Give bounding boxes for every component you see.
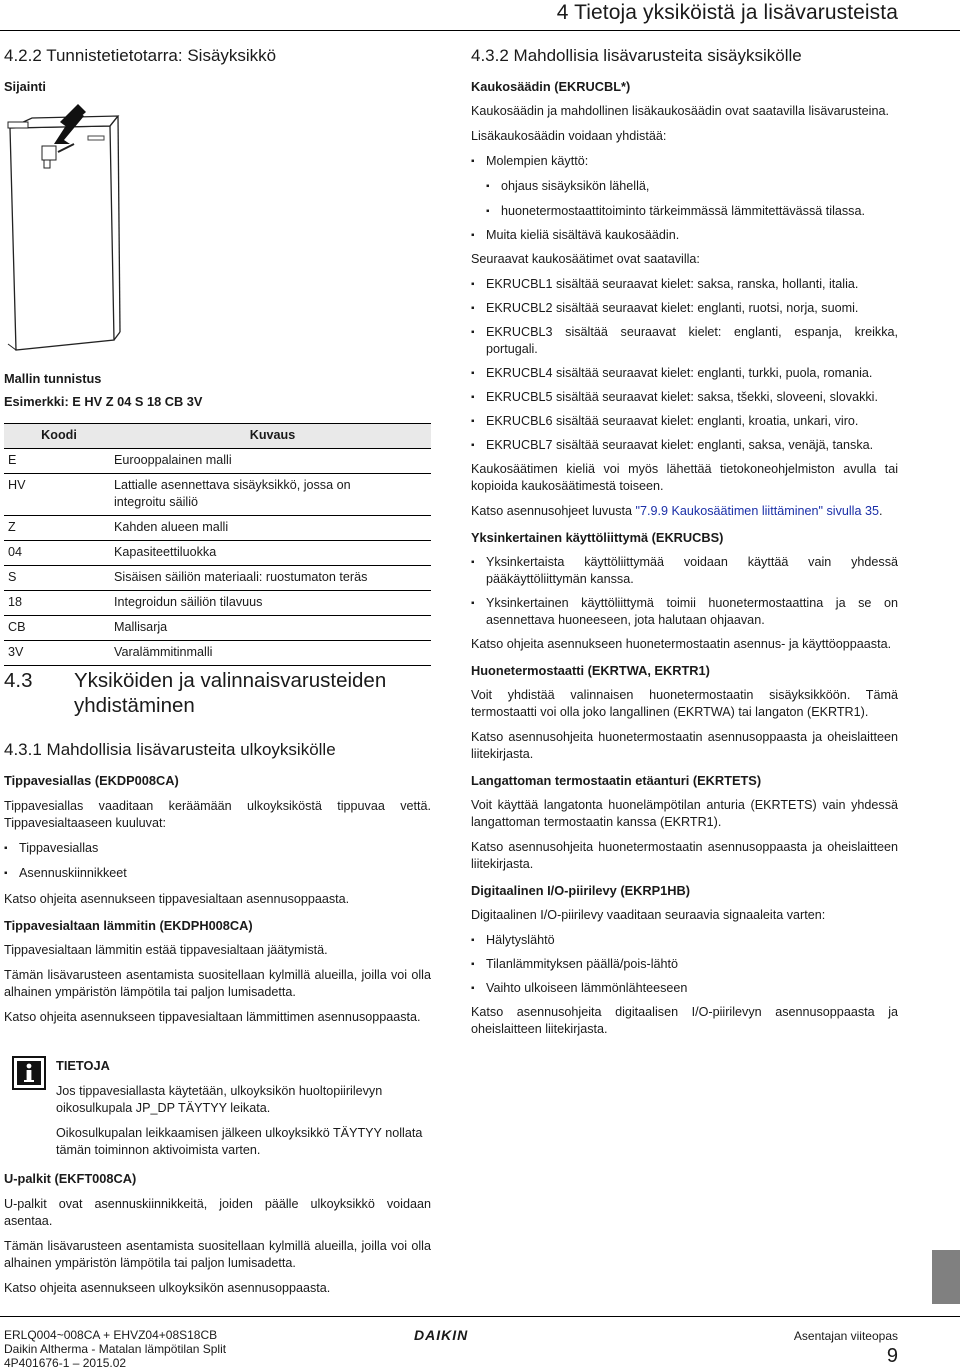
footer-right — [793, 1329, 898, 1367]
list-item: ▪ EKRUCBL6 sisältää seuraavat kielet: englanti, kroatia, unkari, viro. — [471, 413, 898, 430]
table-row — [4, 566, 431, 591]
thermostat-heading: Huonetermostaatti (EKRTWA, EKRTR1) — [471, 663, 710, 678]
drip-heater-text-3: Katso ohjeita asennukseen tippavesialtaan lämmittimen asennusoppaasta. — [4, 1010, 421, 1024]
right-column — [471, 46, 898, 1038]
remote-connect-list — [471, 153, 898, 244]
drip-heater-text-1: Tippavesialtaan lämmitin estää tippavesialtaan jäätymistä. — [4, 943, 328, 957]
footer-manual: Asentajan viiteopas — [793, 1329, 898, 1343]
desc-cell: Eurooppalainen malli — [114, 449, 431, 474]
section-4-3-block — [4, 668, 431, 1026]
section-4-3-title: Yksiköiden ja valinnaisvarusteiden yhdistäminen — [74, 669, 387, 717]
indoor-unit-illustration — [2, 100, 122, 358]
table-row — [4, 474, 431, 516]
list-item: ▪ Asennuskiinnikkeet — [4, 865, 431, 882]
remote-text-5 — [471, 503, 898, 520]
u-beams-text-2: Tämän lisävarusteen asentamista suositellaan kylmillä alueilla, joilla voi olla alhainen ympäristön lämpötila tai paljon lumisadetta. — [4, 1239, 431, 1270]
io-pcb-heading: Digitaalinen I/O-piirilevy (EKRP1HB) — [471, 883, 691, 898]
left-column — [4, 40, 436, 95]
simple-ui-text: Katso ohjeita asennukseen huonetermostaatin asennus- ja käyttöoppaasta. — [471, 637, 892, 651]
model-id-table — [4, 423, 431, 666]
list-item: ▪ EKRUCBL7 sisältää seuraavat kielet: englanti, saksa, venäjä, tanska. — [471, 437, 898, 454]
sub-list — [486, 178, 898, 220]
col-header-code: Koodi — [4, 424, 114, 449]
thermostat-text-2: Katso asennusohjeita huonetermostaatin asennusoppaasta ja oheislaitteen liitekirjasta. — [471, 730, 898, 761]
section-link[interactable]: "7.9.9 Kaukosäätimen liittäminen" sivulla 35 — [635, 504, 879, 518]
section-4-3-heading — [4, 668, 431, 718]
list-item-label: Molempien käyttö: — [486, 154, 589, 168]
section-4-3-1-title: 4.3.1 Mahdollisia lisävarusteita ulkoyksikölle — [4, 740, 336, 759]
col-header-desc: Kuvaus — [114, 424, 431, 449]
desc-cell: Kahden alueen malli — [114, 516, 431, 541]
drip-tray-ref: Katso ohjeita asennukseen tippavesialtaan asennusoppaasta. — [4, 892, 350, 906]
io-pcb-text-2: Katso asennusohjeita digitaalisen I/O-piirilevyn asennusoppaasta ja oheislaitteen liitekirjasta. — [471, 1005, 898, 1036]
desc-cell: Mallisarja — [114, 616, 431, 641]
drip-tray-list — [4, 840, 431, 882]
simple-ui-list — [471, 554, 898, 629]
section-4-3-number: 4.3 — [4, 669, 33, 692]
io-pcb-list — [471, 932, 898, 997]
section-4-3-2-title: 4.3.2 Mahdollisia lisävarusteita sisäyksikölle — [471, 46, 802, 65]
info-icon — [12, 1056, 46, 1090]
desc-cell: Lattialle asennettava sisäyksikkö, jossa on integroitu säiliö — [114, 474, 431, 516]
chapter-title: 4 Tietoja yksiköistä ja lisävarusteista — [556, 1, 898, 24]
simple-ui-heading: Yksinkertainen käyttöliittymä (EKRUCBS) — [471, 530, 724, 545]
list-item: ▪ EKRUCBL3 sisältää seuraavat kielet: englanti, espanja, kreikka, portugali. — [471, 324, 898, 358]
desc-cell: Varalämmitinmalli — [114, 641, 431, 666]
list-item: ▪ Yksinkertaista käyttöliittymää voidaan käyttää vain yhdessä pääkäyttöliittymän kanssa. — [471, 554, 898, 588]
footer-left — [4, 1328, 226, 1370]
section-4-2-2-title: 4.2.2 Tunnistetietotarra: Sisäyksikkö — [4, 46, 277, 65]
footer-product: Daikin Altherma - Matalan lämpötilan Split — [4, 1342, 227, 1356]
model-example: Esimerkki: E HV Z 04 S 18 CB 3V — [4, 394, 203, 409]
info-title: TIETOJA — [56, 1058, 110, 1073]
table-row — [4, 449, 431, 474]
drip-tray-heading: Tippavesiallas (EKDP008CA) — [4, 773, 179, 788]
table-row — [4, 591, 431, 616]
table-row — [4, 616, 431, 641]
daikin-logo: DAIKIN — [414, 1327, 469, 1343]
code-cell: CB — [4, 616, 114, 641]
footer-doc-id: 4P401676-1 – 2015.02 — [4, 1356, 127, 1370]
u-beams-text-1: U-palkit ovat asennuskiinnikkeitä, joiden päälle ulkoyksikkö voidaan asentaa. — [4, 1197, 431, 1228]
list-item: ▪ EKRUCBL5 sisältää seuraavat kielet: saksa, tšekki, sloveeni, slovakki. — [471, 389, 898, 406]
footer-rule — [0, 1316, 960, 1317]
code-cell: 18 — [4, 591, 114, 616]
remote-models-list — [471, 276, 898, 454]
desc-cell: Sisäisen säiliön materiaali: ruostumaton teräs — [114, 566, 431, 591]
code-cell: S — [4, 566, 114, 591]
code-cell: 3V — [4, 641, 114, 666]
remote-heading: Kaukosäädin (EKRUCBL*) — [471, 79, 631, 94]
model-id-block — [4, 370, 436, 410]
io-pcb-text-1: Digitaalinen I/O-piirilevy vaaditaan seuraavia signaaleita varten: — [471, 908, 826, 922]
code-cell: Z — [4, 516, 114, 541]
chapter-tab — [932, 1250, 960, 1304]
info-text-1: Jos tippavesiallasta käytetään, ulkoyksikön huoltopiirilevyn oikosulkupala JP_DP TÄYTYY leikata. — [56, 1084, 383, 1115]
remote-text-5-end: . — [879, 504, 883, 518]
remote-sensor-text-2: Katso asennusohjeita huonetermostaatin asennusoppaasta ja oheislaitteen liitekirjasta. — [471, 840, 898, 871]
code-cell: 04 — [4, 541, 114, 566]
table-header-row — [4, 424, 431, 449]
header-rule — [0, 30, 960, 31]
thermostat-text-1: Voit yhdistää valinnaisen huonetermostaatin sisäyksikköön. Tämä termostaatti voi olla joko langallinen (EKRTWA) tai langaton (EKRTR1). — [471, 688, 898, 719]
list-item: ▪ Vaihto ulkoiseen lämmönlähteeseen — [471, 980, 898, 997]
list-item: ▪ Tippavesiallas — [4, 840, 431, 857]
info-text-2: Oikosulkupalan leikkaamisen jälkeen ulkoyksikkö TÄYTYY nollata tämän toiminnon aktivoimista varten. — [56, 1126, 423, 1157]
remote-text-4: Kaukosäätimen kieliä voi myös lähettää tietokoneohjelmiston avulla tai kopioida kaukosäätimestä toiseen. — [471, 462, 898, 493]
list-item: ▪ EKRUCBL1 sisältää seuraavat kielet: saksa, ranska, hollanti, italia. — [471, 276, 898, 293]
remote-text-5-lead: Katso asennusohjeet luvusta — [471, 504, 636, 518]
page-number: 9 — [886, 1345, 898, 1367]
u-beams-heading: U-palkit (EKFT008CA) — [4, 1171, 137, 1186]
sub-list-item: ▪ huonetermostaattitoiminto tärkeimmässä lämmitettävässä tilassa. — [486, 203, 898, 220]
remote-sensor-heading: Langattoman termostaatin etäanturi (EKRTETS) — [471, 773, 762, 788]
list-item: ▪ EKRUCBL2 sisältää seuraavat kielet: englanti, ruotsi, norja, suomi. — [471, 300, 898, 317]
remote-sensor-text-1: Voit käyttää langatonta huonelämpötilan anturia (EKRTETS) vain yhdessä langattoman termostaatin kanssa (EKRTR1). — [471, 798, 898, 829]
table-row — [4, 516, 431, 541]
list-item: ▪ Muita kieliä sisältävä kaukosäädin. — [471, 227, 898, 244]
list-item — [471, 153, 898, 220]
list-item: ▪ Tilanlämmityksen päällä/pois-lähtö — [471, 956, 898, 973]
desc-cell: Kapasiteettiluokka — [114, 541, 431, 566]
code-cell: E — [4, 449, 114, 474]
code-cell: HV — [4, 474, 114, 516]
list-item: ▪ Yksinkertainen käyttöliittymä toimii huonetermostaattina ja se on asennettava huoneeseen, jota halutaan ohjaavan. — [471, 595, 898, 629]
list-item: ▪ EKRUCBL4 sisältää seuraavat kielet: englanti, turkki, puola, romania. — [471, 365, 898, 382]
table-row — [4, 641, 431, 666]
remote-text-2: Lisäkaukosäädin voidaan yhdistää: — [471, 129, 667, 143]
model-id-heading: Mallin tunnistus — [4, 371, 102, 386]
list-item: ▪ Hälytyslähtö — [471, 932, 898, 949]
table-row — [4, 541, 431, 566]
u-beams-text-3: Katso ohjeita asennukseen ulkoyksikön asennusoppaasta. — [4, 1281, 331, 1295]
drip-tray-text: Tippavesiallas vaaditaan keräämään ulkoyksiköstä tippuvaa vettä. Tippavesialtaaseen kuuluvat: — [4, 799, 431, 830]
location-label: Sijainti — [4, 79, 46, 94]
remote-text-1: Kaukosäädin ja mahdollinen lisäkaukosäädin ovat saatavilla lisävarusteina. — [471, 104, 889, 118]
desc-cell: Integroidun säiliön tilavuus — [114, 591, 431, 616]
drip-heater-heading: Tippavesialtaan lämmitin (EKDPH008CA) — [4, 918, 253, 933]
drip-heater-text-2: Tämän lisävarusteen asentamista suositellaan kylmillä alueilla, joilla voi olla alhainen ympäristön lämpötila tai paljon lumisadetta. — [4, 968, 431, 999]
remote-text-3: Seuraavat kaukosäätimet ovat saatavilla: — [471, 252, 700, 266]
sub-list-item: ▪ ohjaus sisäyksikön lähellä, — [486, 178, 898, 195]
u-beams-block — [4, 1170, 431, 1297]
footer-model: ERLQ004~008CA + EHVZ04+08S18CB — [4, 1328, 218, 1342]
